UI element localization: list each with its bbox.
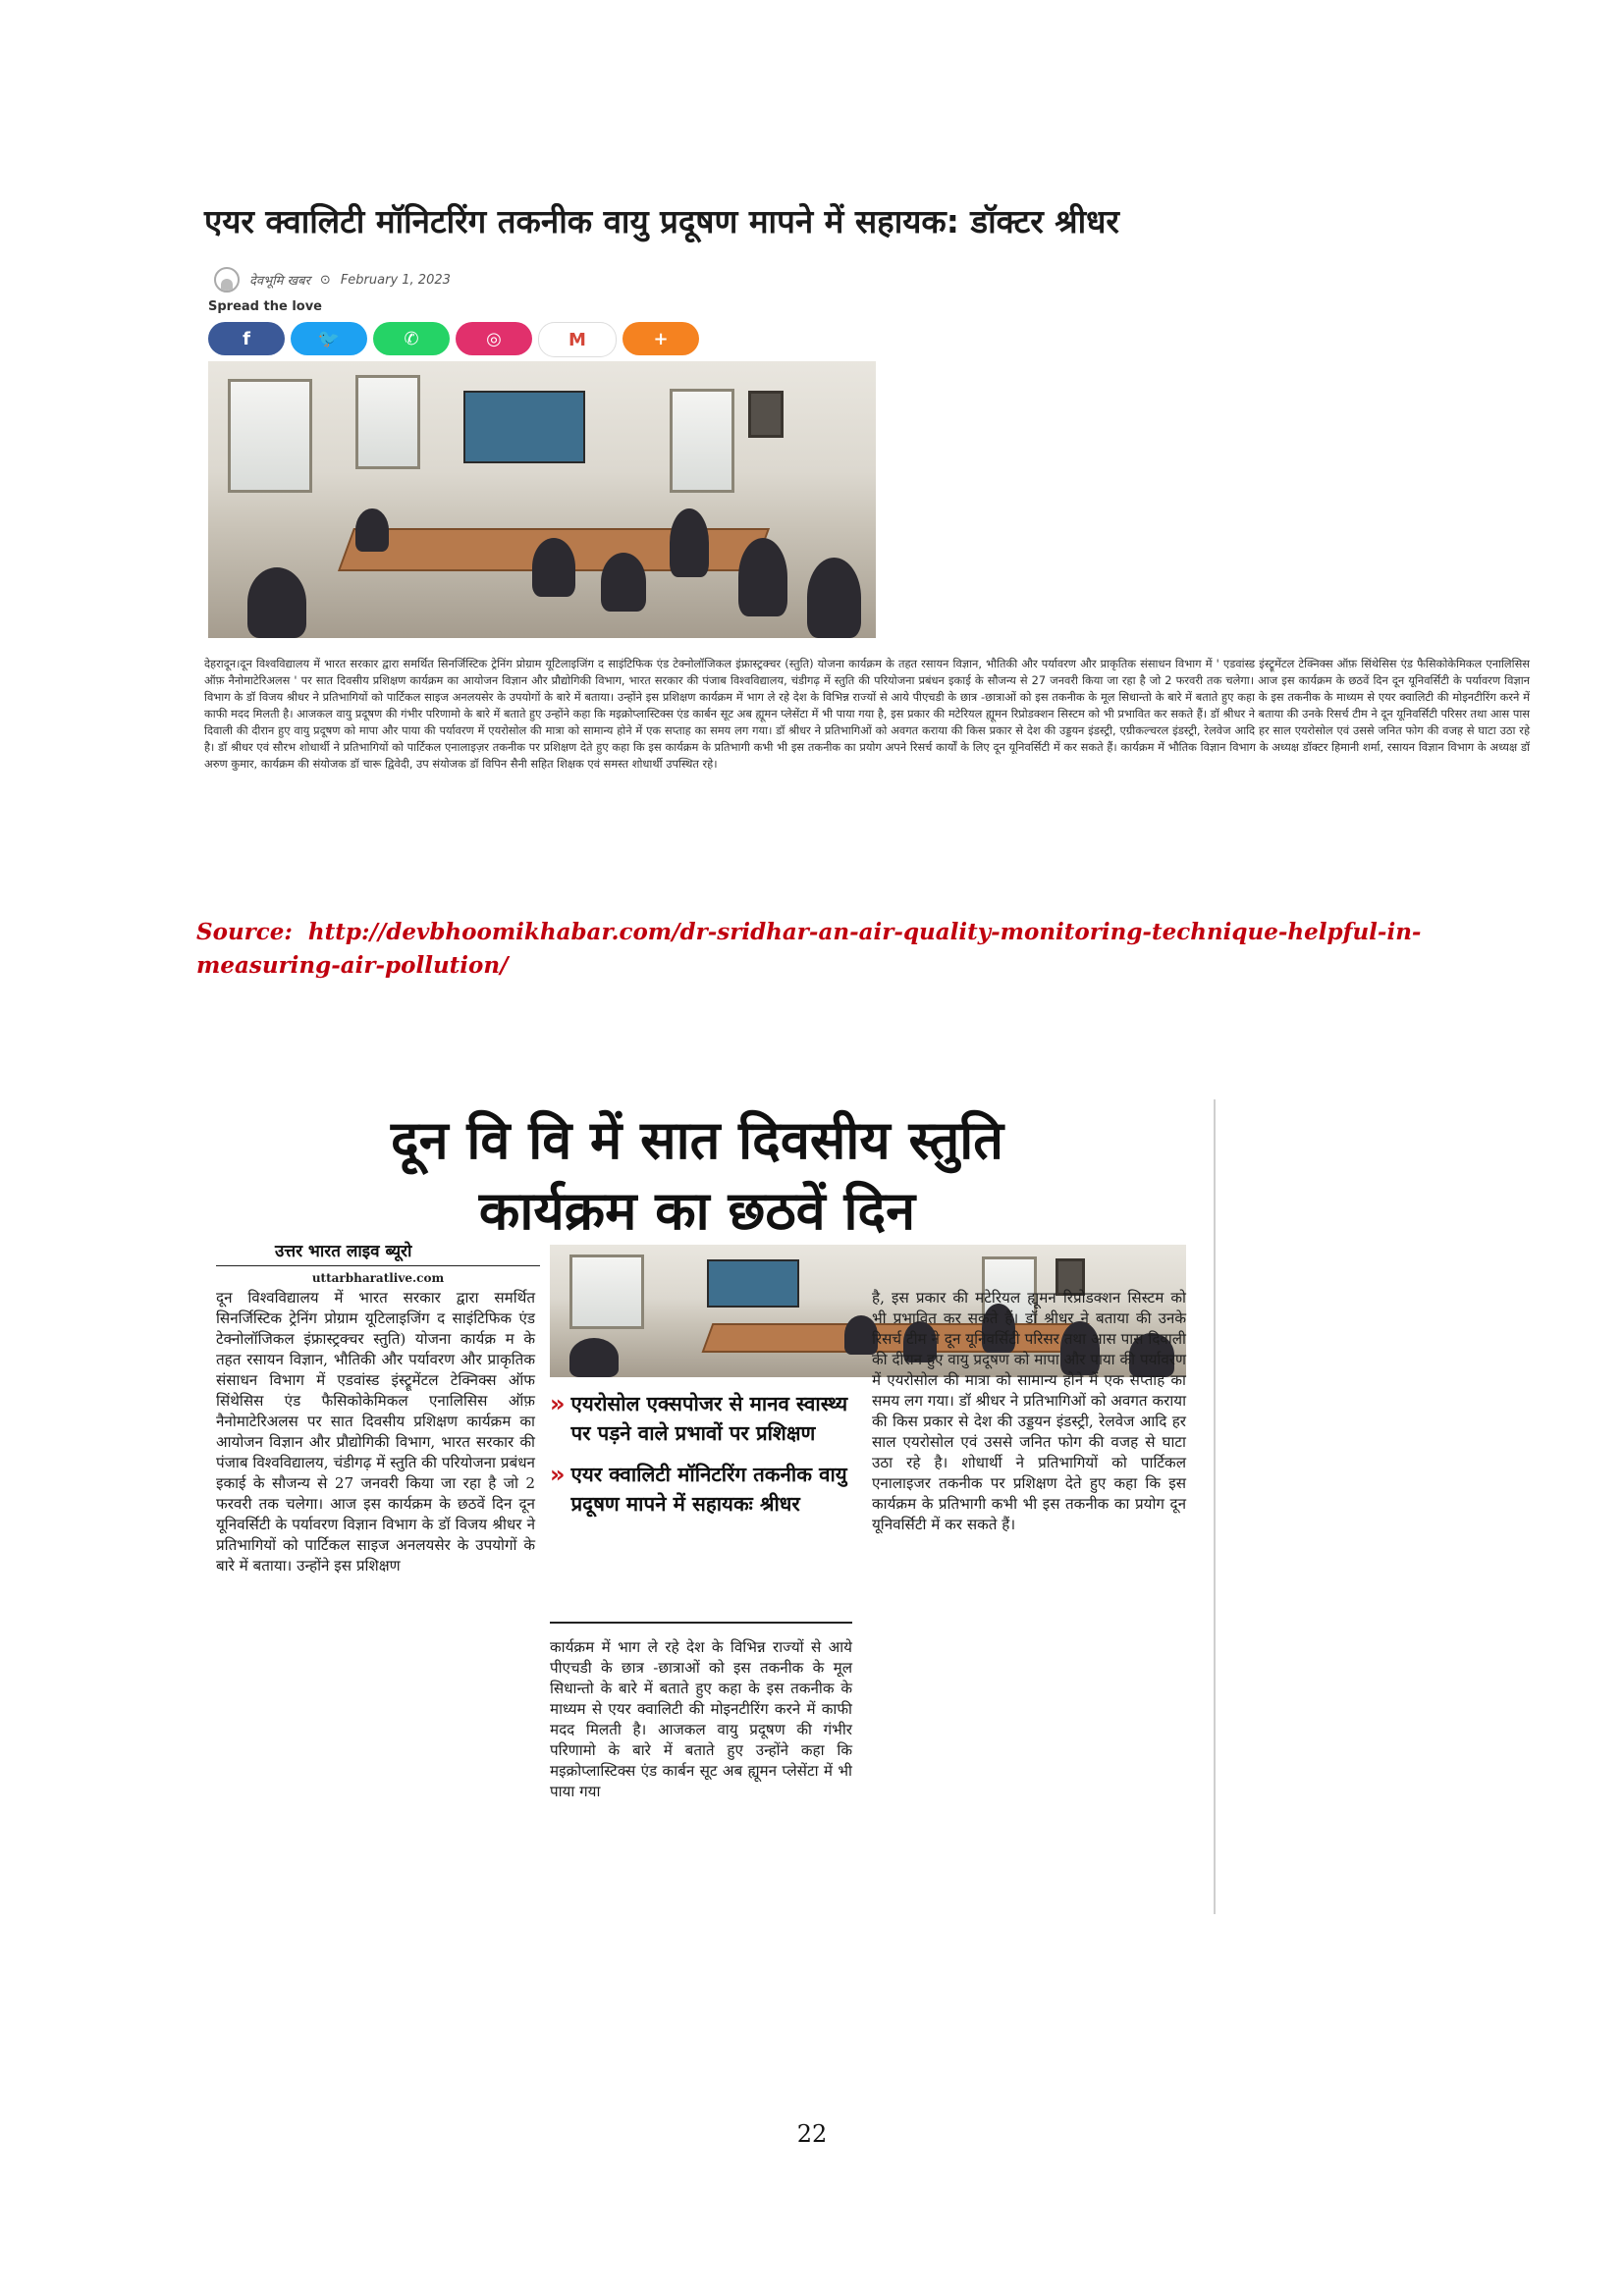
share-plus-share-button[interactable] bbox=[623, 322, 699, 355]
facebook-icon: f bbox=[243, 328, 250, 349]
facebook-share-button[interactable] bbox=[208, 322, 285, 355]
share-buttons-row bbox=[208, 322, 699, 357]
publish-date: February 1, 2023 bbox=[340, 272, 451, 288]
newspaper-column-3: है, इस प्रकार की मटेरियल ह्यूमन रिप्रोडक्शन सिस्टम को भी प्रभावित कर सकते हैं। डॉ श्रीधर ने बताया की उनके रिसर्च टीम ने दून यूनिवर्सिटी परिसर तथा आस पास दिवाली की दीरान हुए वायु प्रदूषण को मापा और पाया की पर्यावरण में एयरोसोल की मात्रा को सामान्य होने में एक सप्ताह का समय लग गया। डॉ श्रीधर ने प्रतिभागिओं को अवगत कराया की किस प्रकार से देश की उड्डयन इंडस्ट्री, रेलवेज आदि हर साल एयरोसोल एवं उससे जनित फोग की वजह से घाटा उठा रहे है। शोधार्थी ने प्रतिभागियों को पार्टिकल एनालाइजर तकनीक पर प्रशिक्षण देते हुए कहा कि इस कार्यक्रम के प्रतिभागी कभी भी इस तकनीक का प्रयोग दून यूनिवर्सिटी में कर सकते हैं। bbox=[872, 1289, 1186, 1533]
gmail-share-button[interactable] bbox=[538, 322, 617, 357]
headline-line-1: दून वि वि में सात दिवसीय स्तुति bbox=[390, 1108, 1004, 1171]
highlight-item bbox=[550, 1389, 859, 1448]
spread-the-love-label: Spread the love bbox=[208, 299, 322, 314]
newspaper-byline: उत्तर भारत लाइव ब्यूरो bbox=[275, 1242, 412, 1261]
newspaper-website: uttarbharatlive.com bbox=[311, 1271, 445, 1285]
double-chevron-right-icon: » bbox=[550, 1390, 566, 1417]
source-url-link[interactable]: http://devbhoomikhabar.com/dr-sridhar-an-air-quality-monitoring-technique-helpful-in-measuring-air-pollution/ bbox=[196, 919, 1422, 979]
page-number: 22 bbox=[796, 2120, 828, 2148]
gmail-icon: M bbox=[568, 329, 586, 350]
newspaper-headline bbox=[201, 1104, 1193, 1246]
whatsapp-icon: ✆ bbox=[404, 328, 419, 349]
newspaper-column-1: दून विश्वविद्यालय में भारत सरकार द्वारा समर्थित सिनर्जिस्टिक ट्रेनिंग प्रोग्राम यूटिलाइजिंग द साइंटिफिक एंड टेक्नोलॉजिकल इंफ्रास्ट्रक्चर स्तुति) योजना कार्यक्र म के तहत रसायन विज्ञान, भौतिकी और पर्यावरण और प्राकृतिक संसाधन विभाग में एडवांस्ड इंस्ट्रूमेंटल टेक्निक्स ऑफ सिंथेसिस एंड फैसिकोकेमिकल एनालिसिस ऑफ़ नैनोमाटेरिअलस पर सात दिवसीय प्रशिक्षण कार्यक्रम का आयोजन विज्ञान और प्रौद्योगिकी विभाग, भारत सरकार की पंजाब विश्वविद्यालय, चंडीगढ़ में स्तुति की परियोजना प्रबंधन इकाई के सौजन्य से 27 जनवरी किया जा रहा है जो 2 फरवरी तक चलेगा। आज इस कार्यक्रम के छठवें दिन दून यूनिवर्सिटी के पर्यावरण विज्ञान विभाग के डॉ विजय श्रीधर ने प्रतिभागियों को पार्टिकल साइज अनलयसेर के उपयोगों के बारे में बताया। उन्होंने इस प्रशिक्षण bbox=[216, 1289, 535, 1575]
twitter-icon: 🐦 bbox=[317, 328, 341, 349]
whatsapp-share-button[interactable] bbox=[373, 322, 450, 355]
instagram-icon: ◎ bbox=[486, 328, 502, 349]
clock-icon: ⊙ bbox=[319, 272, 331, 288]
twitter-share-button[interactable] bbox=[291, 322, 367, 355]
web-article-body: देहरादून।दून विश्वविद्यालय में भारत सरकार द्वारा समर्थित सिनर्जिस्टिक ट्रेनिंग प्रोग्राम यूटिलाइजिंग द साइंटिफिक एंड टेक्नोलॉजिकल इंफ्रास्ट्रक्चर (स्तुति) योजना कार्यक्रम के तहत रसायन विज्ञान, भौतिकी और पर्यावरण और प्राकृतिक संसाधन विभाग में ' एडवांस्ड इंस्ट्रूमेंटल टेक्निक्स ऑफ़ सिंथेसिस एंड फैसिकोकेमिकल एनालिसिस ऑफ़ नैनोमाटेरिअलस ' पर सात दिवसीय प्रशिक्षण कार्यक्रम का आयोजन विज्ञान और प्रौद्योगिकी विभाग, भारत सरकार की पंजाब विश्वविद्यालय, चंडीगढ़ में स्तुति की परियोजना प्रबंधन इकाई के सौजन्य से 27 जनवरी किया जा रहा है जो 2 फरवरी तक चलेगा। आज इस कार्यक्रम के छठवें दिन दून यूनिवर्सिटी के पर्यावरण विज्ञान विभाग के डॉ विजय श्रीधर ने प्रतिभागियों को पार्टिकल साइज अनलयसेर के उपयोगों के बारे में बताया। उन्होंने इस प्रशिक्षण कार्यक्रम में भाग ले रहे देश के विभिन्न राज्यों से आये पीएचडी के छात्र -छात्राओं को इस तकनीक के मूल सिधान्तो के बारे में बताते हुए कहा के इस तकनीक के माध्यम से एयर क्वालिटी की मोइनटीरिंग करने में काफी मदद मिलती है। आजकल वायु प्रदूषण की गंभीर परिणामो के बारे में बताते हुए उन्होंने कहा कि मइक्रोप्लास्टिक्स एंड कार्बन सूट अब ह्यूमन प्लेसेंटा में भी पाया गया है, इस प्रकार की मटेरियल ह्यूमन रिप्रोडक्शन सिस्टम को भी प्रभावित कर सकते हैं। डॉ श्रीधर ने बताया की उनके रिसर्च टीम ने दून यूनिवर्सिटी परिसर तथा आस पास दिवाली की दीरान हुए वायु प्रदूषण को मापा और पाया की पर्यावरण में एयरोसोल की मात्रा को सामान्य होने में एक सप्ताह का समय लग गया। डॉ श्रीधर ने प्रतिभागिओं को अवगत कराया की किस प्रकार से देश की उड्डयन इंडस्ट्री, एग्रीकल्चरल इंडस्ट्री, रेलवेज आदि हर साल एयरोसोल एवं उससे जनित फोग की वजह से घाटा उठा रहे है। डॉ श्रीधर एवं सौरभ शोधार्थी ने प्रतिभागियों को पार्टिकल एनालाइज़र तकनीक पर प्रशिक्षण देते हुए कहा कि इस कार्यक्रम के प्रतिभागी कभी भी इस तकनीक का प्रयोग अपने रिसर्च कार्यों के लिए दून यूनिवर्सिटी में कर सकते हैं। कार्यक्रम में भौतिक विज्ञान विभाग के अध्यक्ष डॉक्टर हिमानी शर्मा, रसायन विज्ञान विभाग के अध्यक्ष डॉ अरुण कुमार, कार्यक्रम की संयोजक डॉ चारू द्विवेदी, उप संयोजक डॉ विपिन सैनी सहित शिक्षक एवं समस्त शोधार्थी उपस्थित रहे। bbox=[204, 657, 1530, 771]
web-article-title: एयर क्वालिटी मॉनिटरिंग तकनीक वायु प्रदूषण मापने में सहायक: डॉक्टर श्रीधर bbox=[204, 202, 1119, 240]
newspaper-column-2: कार्यक्रम में भाग ले रहे देश के विभिन्न राज्यों से आये पीएचडी के छात्र -छात्राओं को इस तकनीक के मूल सिधान्तो के बारे में बताते हुए कहा के इस तकनीक के माध्यम से एयर क्वालिटी की मोइनटीरिंग करने में काफी मदद मिलती है। आजकल वायु प्रदूषण की गंभीर परिणामो के बारे में बताते हुए उन्होंने कहा कि मइक्रोप्लास्टिक्स एंड कार्बन सूट अब ह्यूमन प्लेसेंटा में भी पाया गया bbox=[550, 1638, 852, 1800]
headline-line-2: कार्यक्रम का छठवें दिन bbox=[478, 1179, 916, 1242]
double-chevron-right-icon: » bbox=[550, 1461, 566, 1488]
share-plus-icon: + bbox=[653, 328, 669, 349]
source-label: Source: bbox=[196, 919, 293, 945]
instagram-share-button[interactable] bbox=[456, 322, 532, 355]
highlight-text: एयरोसोल एक्सपोजर से मानव स्वास्थ्य पर पड़ने वाले प्रभावों पर प्रशिक्षण bbox=[570, 1392, 848, 1445]
web-article-photo bbox=[208, 361, 876, 638]
author-row bbox=[214, 265, 451, 294]
highlights-divider bbox=[550, 1622, 852, 1624]
author-name: देवभूमि खबर bbox=[249, 274, 310, 289]
highlight-text: एयर क्वालिटी मॉनिटरिंग तकनीक वायु प्रदूषण मापने में सहायकः श्रीधर bbox=[570, 1463, 847, 1516]
highlight-item bbox=[550, 1460, 859, 1519]
author-avatar-icon bbox=[214, 267, 240, 293]
source-citation bbox=[196, 916, 1473, 983]
newspaper-highlights bbox=[550, 1389, 859, 1530]
byline-divider bbox=[216, 1265, 540, 1266]
